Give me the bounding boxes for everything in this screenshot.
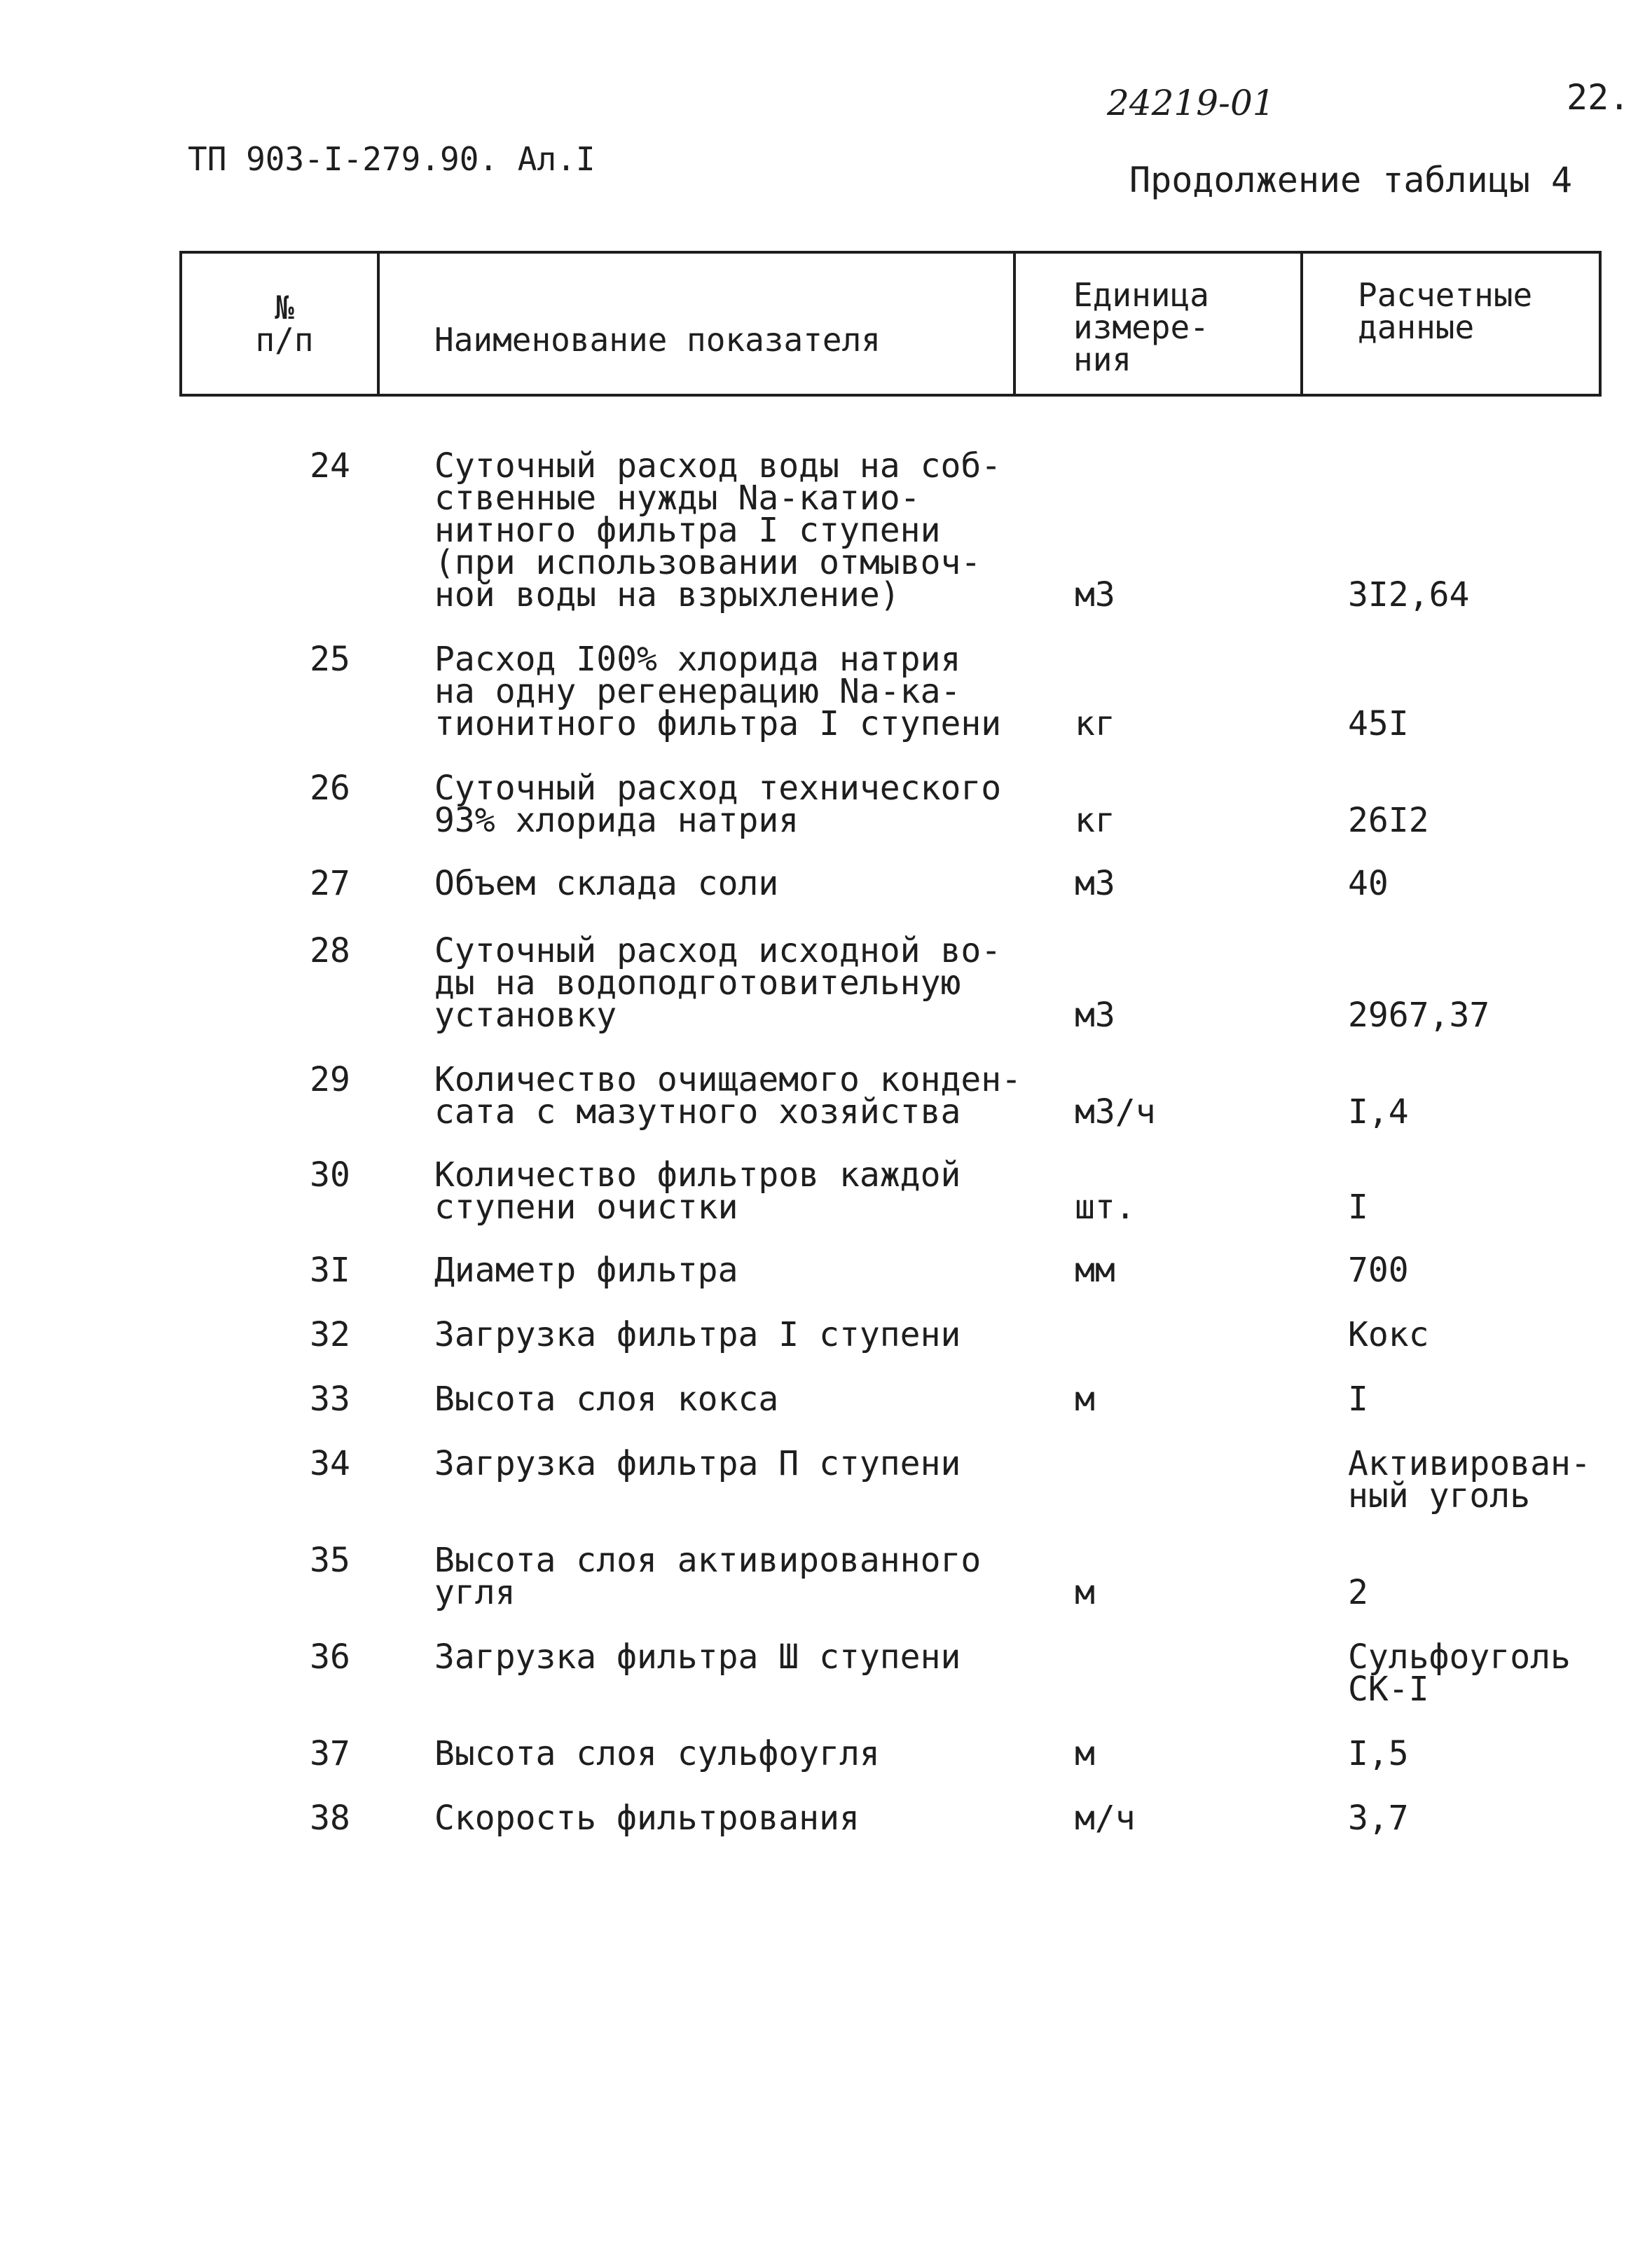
- row-number: 3I: [310, 1251, 350, 1290]
- row-name: Объем склада соли: [434, 864, 779, 903]
- row-value: 3,7: [1348, 1799, 1409, 1838]
- row-unit: м3: [1075, 864, 1115, 903]
- row-name: Загрузка фильтра I ступени: [434, 1315, 961, 1354]
- row-value: 2: [1348, 1573, 1368, 1612]
- row-unit: м3: [1075, 996, 1115, 1035]
- row-value: 700: [1348, 1251, 1409, 1290]
- row-name: Суточный расход исходной во- ды на водоподготовительную установку: [434, 931, 1002, 1035]
- row-value: Активирован- ный уголь: [1348, 1444, 1591, 1516]
- row-unit: м/ч: [1075, 1799, 1136, 1838]
- indicators-table: [179, 251, 1602, 1838]
- row-unit: м: [1075, 1573, 1095, 1612]
- column-header-name: Наименование показателя: [434, 321, 881, 359]
- row-value: I,5: [1348, 1734, 1409, 1773]
- row-number: 28: [310, 931, 350, 970]
- document-code: ТП 903-I-279.90. Ал.I: [188, 140, 596, 178]
- row-unit: м3/ч: [1075, 1092, 1156, 1132]
- row-unit: мм: [1075, 1251, 1115, 1290]
- row-value: 3I2,64: [1348, 575, 1470, 614]
- header-divider: [1300, 254, 1303, 394]
- header-divider: [377, 254, 380, 394]
- row-number: 32: [310, 1315, 350, 1354]
- row-number: 34: [310, 1444, 350, 1483]
- row-name: Высота слоя активированного угля: [434, 1541, 982, 1612]
- row-name: Количество очищаемого конден- сата с мазутного хозяйства: [434, 1060, 1022, 1132]
- header-divider: [1013, 254, 1016, 394]
- row-number: 24: [310, 446, 350, 486]
- row-value: 26I2: [1348, 801, 1429, 840]
- row-name: Суточный расход технического 93% хлорида натрия: [434, 769, 1002, 840]
- row-number: 26: [310, 769, 350, 808]
- row-name: Скорость фильтрования: [434, 1799, 860, 1838]
- row-number: 36: [310, 1637, 350, 1677]
- row-number: 33: [310, 1380, 350, 1419]
- row-unit: кг: [1075, 704, 1115, 743]
- column-header-unit: Единица измере- ния: [1073, 276, 1209, 378]
- row-name: Загрузка фильтра Ш ступени: [434, 1637, 961, 1677]
- row-name: Диаметр фильтра: [434, 1251, 738, 1290]
- header-border-right: [1599, 254, 1602, 394]
- row-unit: м: [1075, 1734, 1095, 1773]
- row-unit: м3: [1075, 575, 1115, 614]
- row-number: 38: [310, 1799, 350, 1838]
- row-value: I,4: [1348, 1092, 1409, 1132]
- table-caption: Продолжение таблицы 4: [1129, 160, 1573, 200]
- handwritten-code: 24219-01: [1107, 83, 1275, 123]
- column-header-data: Расчетные данные: [1358, 276, 1533, 346]
- table-header: [179, 251, 1602, 397]
- column-header-number: № п/п: [255, 289, 314, 359]
- row-number: 25: [310, 640, 350, 679]
- row-number: 37: [310, 1734, 350, 1773]
- row-name: Количество фильтров каждой ступени очистки: [434, 1155, 961, 1227]
- row-unit: шт.: [1075, 1188, 1136, 1227]
- row-name: Расход I00% хлорида натрия на одну регенерацию Na-ка- тионитного фильтра I ступени: [434, 640, 1002, 743]
- row-value: 2967,37: [1348, 996, 1490, 1035]
- row-value: I: [1348, 1188, 1368, 1227]
- row-name: Высота слоя кокса: [434, 1380, 779, 1419]
- row-unit: м: [1075, 1380, 1095, 1419]
- page-number: 22.: [1567, 77, 1630, 118]
- row-number: 27: [310, 864, 350, 903]
- row-value: 45I: [1348, 704, 1409, 743]
- row-name: Суточный расход воды на соб- ственные нужды Na-катио- нитного фильтра I ступени (при использовании отмывоч- ной воды на взрыхление): [434, 446, 1002, 614]
- row-number: 30: [310, 1155, 350, 1195]
- row-unit: кг: [1075, 801, 1115, 840]
- row-number: 35: [310, 1541, 350, 1580]
- row-number: 29: [310, 1060, 350, 1099]
- row-name: Загрузка фильтра П ступени: [434, 1444, 961, 1483]
- row-value: Сульфоуголь СК-I: [1348, 1637, 1571, 1709]
- row-value: 40: [1348, 864, 1389, 903]
- row-value: I: [1348, 1380, 1368, 1419]
- header-border-left: [179, 254, 182, 394]
- row-name: Высота слоя сульфоугля: [434, 1734, 880, 1773]
- row-value: Кокс: [1348, 1315, 1429, 1354]
